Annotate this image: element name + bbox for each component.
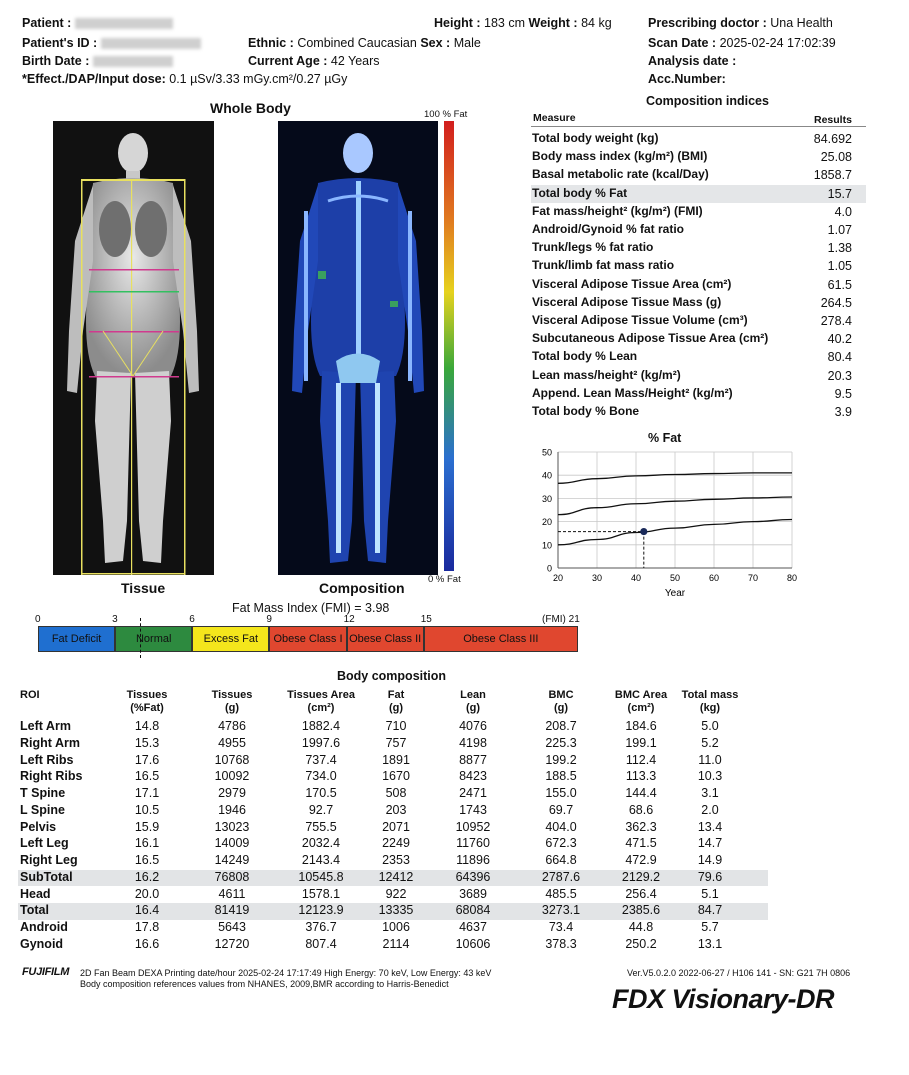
table-cell: 144.4 xyxy=(625,786,657,800)
table-cell: 2143.4 xyxy=(301,853,341,867)
composition-index-row xyxy=(531,130,866,148)
composition-index-row xyxy=(531,203,866,221)
table-header-cell xyxy=(187,689,277,715)
table-cell: 44.8 xyxy=(628,920,654,934)
table-cell: 10545.8 xyxy=(298,869,344,884)
table-row-label: Left Ribs xyxy=(20,752,74,767)
birth-date-field: Birth Date : xyxy=(22,54,173,68)
table-cell: 170.5 xyxy=(305,786,337,800)
table-cell: 471.5 xyxy=(625,836,657,851)
table-header-line-2: (cm²) xyxy=(627,702,655,714)
composition-index-row xyxy=(531,239,866,257)
table-row xyxy=(18,769,768,786)
chart-y-tick: 40 xyxy=(541,470,552,481)
table-cell: 15.3 xyxy=(134,735,160,750)
composition-index-measure: Lean mass/height² (kg/m²) xyxy=(532,367,681,382)
redacted-birth-date xyxy=(93,56,173,67)
table-cell: 14.9 xyxy=(697,853,723,867)
table-cell: 92.7 xyxy=(308,802,334,817)
patient-id-field: Patient's ID : xyxy=(22,36,201,50)
composition-index-measure: Total body % Bone xyxy=(532,404,640,418)
table-row-label: Right Ribs xyxy=(20,769,83,784)
table-row-label: Left Leg xyxy=(20,836,69,851)
table-row xyxy=(18,937,768,954)
table-cell: 13.4 xyxy=(697,819,723,834)
table-cell: 16.5 xyxy=(134,769,160,784)
table-header-line-1: Tissues xyxy=(126,689,168,701)
fmi-segment: Excess Fat xyxy=(192,626,269,652)
table-cell: 1743 xyxy=(459,802,487,817)
table-cell: 2385.6 xyxy=(621,903,661,918)
composition-index-value: 1.05 xyxy=(827,259,852,274)
table-cell: 664.8 xyxy=(545,853,577,867)
table-cell: 362.3 xyxy=(625,819,657,834)
chart-y-tick: 20 xyxy=(541,517,552,528)
composition-index-measure: Android/Gynoid % fat ratio xyxy=(532,222,684,236)
composition-index-value: 15.7 xyxy=(827,186,852,201)
table-cell: 672.3 xyxy=(545,836,577,851)
composition-index-value: 9.5 xyxy=(834,386,852,401)
table-header-line-1: ROI xyxy=(20,689,40,701)
height-weight-field: Height : 183 cm Weight : 84 kg xyxy=(434,16,612,30)
table-cell: 4786 xyxy=(218,719,246,733)
table-cell: 376.7 xyxy=(305,920,337,934)
table-cell: 807.4 xyxy=(305,936,337,951)
table-header-line-1: Tissues Area xyxy=(287,689,355,701)
composition-index-value: 40.2 xyxy=(827,332,852,347)
table-cell: 2032.4 xyxy=(301,836,341,851)
table-cell: 378.3 xyxy=(545,936,577,951)
composition-index-value: 80.4 xyxy=(827,350,852,365)
footer-line-2: Body composition references values from NHANES, 2009,BMR according to Harris-Benedict xyxy=(80,979,449,989)
chart-y-tick: 30 xyxy=(541,493,552,504)
chart-title: % Fat xyxy=(648,431,682,445)
composition-index-measure: Visceral Adipose Tissue Volume (cm³) xyxy=(532,313,748,327)
table-row xyxy=(18,736,768,753)
tissue-label: Tissue xyxy=(121,580,166,596)
chart-x-tick: 20 xyxy=(552,573,564,583)
table-header-line-2: (cm²) xyxy=(307,702,335,714)
composition-index-row xyxy=(531,367,866,385)
table-cell: 76808 xyxy=(214,869,250,884)
table-row xyxy=(18,870,768,887)
composition-index-value: 1.38 xyxy=(827,241,852,256)
composition-index-value: 61.5 xyxy=(827,277,852,292)
table-header-line-2: (%Fat) xyxy=(130,702,164,714)
fmi-title: Fat Mass Index (FMI) = 3.98 xyxy=(232,601,390,615)
table-row xyxy=(18,719,768,736)
chart-y-tick: 0 xyxy=(546,563,552,574)
composition-index-row xyxy=(531,312,866,330)
table-cell: 17.1 xyxy=(134,786,160,800)
table-cell: 3.1 xyxy=(701,786,719,800)
table-cell: 2353 xyxy=(382,853,410,867)
table-cell: 68.6 xyxy=(628,802,654,817)
ethnic-field: Ethnic : Combined Caucasian Sex : Male xyxy=(248,36,481,50)
table-cell: 4076 xyxy=(459,719,487,733)
table-cell: 79.6 xyxy=(697,869,723,884)
table-cell: 11.0 xyxy=(698,752,722,767)
table-row-label: Pelvis xyxy=(20,819,57,834)
table-cell: 15.9 xyxy=(134,819,160,834)
table-row-label: SubTotal xyxy=(20,869,73,884)
percent-fat-chart xyxy=(530,442,810,602)
fujifilm-logo: FUJIFILM xyxy=(22,966,70,978)
table-cell: 13.1 xyxy=(697,936,723,951)
composition-index-value: 20.3 xyxy=(827,368,852,383)
fmi-segment: Obese Class III xyxy=(424,626,578,652)
body-composition-title: Body composition xyxy=(337,669,447,683)
fmi-value-marker xyxy=(140,618,143,658)
table-cell: 4955 xyxy=(218,735,246,750)
fmi-tick-label: 3 xyxy=(112,614,118,625)
table-cell: 73.4 xyxy=(548,920,574,934)
table-cell: 10606 xyxy=(455,936,491,951)
composition-index-row xyxy=(531,148,866,166)
table-cell: 4198 xyxy=(459,735,487,750)
dose-field: *Effect./DAP/Input dose: 0.1 µSv/3.33 mGy.cm²/0.27 µGy xyxy=(22,72,348,86)
table-row xyxy=(18,887,768,904)
table-cell: 12720 xyxy=(214,936,250,951)
table-cell: 14249 xyxy=(214,853,250,867)
composition-index-row xyxy=(531,294,866,312)
table-cell: 922 xyxy=(385,886,407,901)
table-cell: 13023 xyxy=(214,819,250,834)
table-cell: 8877 xyxy=(459,752,487,767)
fat-color-scale xyxy=(444,121,454,571)
fmi-tick-label: 15 xyxy=(420,614,432,625)
table-cell: 208.7 xyxy=(545,719,577,733)
composition-index-row xyxy=(531,348,866,366)
chart-x-tick: 50 xyxy=(669,573,681,583)
chart-x-tick: 60 xyxy=(708,573,720,583)
table-cell: 10.5 xyxy=(134,802,160,817)
table-header-cell xyxy=(102,689,192,715)
chart-x-label: Year xyxy=(664,588,686,599)
fmi-segment: Normal xyxy=(115,626,192,652)
table-header-cell xyxy=(428,689,518,715)
doctor-field: Prescribing doctor : Una Health xyxy=(648,16,833,30)
composition-scan-figure xyxy=(278,121,438,575)
composition-index-value: 84.692 xyxy=(813,132,852,146)
composition-indices-title: Composition indices xyxy=(646,94,769,108)
table-cell: 1891 xyxy=(382,752,410,767)
table-header-line-1: BMC Area xyxy=(614,689,668,701)
table-cell: 16.6 xyxy=(134,936,160,951)
composition-index-row xyxy=(531,330,866,348)
fmi-tick-label: 9 xyxy=(266,614,272,625)
table-row xyxy=(18,903,768,920)
composition-index-row xyxy=(531,185,866,203)
table-cell: 1997.6 xyxy=(301,735,341,750)
table-row xyxy=(18,853,768,870)
table-header-line-2: (kg) xyxy=(699,702,721,714)
table-cell: 14.8 xyxy=(134,719,160,733)
composition-index-row xyxy=(531,257,866,275)
table-cell: 4611 xyxy=(218,886,246,901)
chart-patient-marker xyxy=(640,528,647,535)
redacted-patient-id xyxy=(101,38,201,49)
composition-index-measure: Basal metabolic rate (kcal/Day) xyxy=(532,167,709,182)
table-row-label: Right Arm xyxy=(20,735,80,750)
fmi-tick-label: 6 xyxy=(189,614,195,625)
indices-divider xyxy=(531,126,866,127)
table-cell: 17.6 xyxy=(134,752,160,767)
table-cell: 734.0 xyxy=(305,769,337,784)
table-row xyxy=(18,753,768,770)
table-row-label: Gynoid xyxy=(20,936,64,951)
table-cell: 1006 xyxy=(382,920,410,934)
table-cell: 14009 xyxy=(214,836,250,851)
table-row xyxy=(18,786,768,803)
composition-index-measure: Total body % Fat xyxy=(532,185,628,200)
table-row-label: Head xyxy=(20,886,51,901)
table-header-line-2: (g) xyxy=(465,702,481,714)
table-cell: 2979 xyxy=(218,786,246,800)
composition-index-value: 1858.7 xyxy=(813,168,852,183)
table-cell: 256.4 xyxy=(625,886,657,901)
table-cell: 2071 xyxy=(382,819,410,834)
composition-index-row xyxy=(531,166,866,184)
chart-x-tick: 40 xyxy=(630,573,642,583)
table-cell: 757 xyxy=(385,735,407,750)
table-cell: 2114 xyxy=(382,936,410,951)
table-cell: 14.7 xyxy=(697,836,723,851)
table-cell: 155.0 xyxy=(545,786,577,800)
fmi-segment: Fat Deficit xyxy=(38,626,115,652)
table-cell: 17.8 xyxy=(134,920,160,934)
composition-index-value: 4.0 xyxy=(834,204,852,219)
results-header: Results xyxy=(814,114,852,126)
table-row xyxy=(18,920,768,937)
fmi-tick-label: 0 xyxy=(35,614,41,625)
composition-index-row xyxy=(531,385,866,403)
table-header-line-1: Tissues xyxy=(211,689,253,701)
table-cell: 11896 xyxy=(456,853,490,867)
table-cell: 1670 xyxy=(382,769,410,784)
table-row-label: L Spine xyxy=(20,802,65,817)
chart-x-tick: 70 xyxy=(747,573,759,583)
composition-index-measure: Total body % Lean xyxy=(532,349,638,364)
table-cell: 84.7 xyxy=(697,903,723,918)
fmi-tick-label: 12 xyxy=(343,614,355,625)
table-cell: 68084 xyxy=(455,903,491,918)
table-cell: 2.0 xyxy=(701,802,719,817)
table-cell: 199.1 xyxy=(625,735,657,750)
table-cell: 12412 xyxy=(378,869,414,884)
composition-index-row xyxy=(531,276,866,294)
table-cell: 5.2 xyxy=(701,735,719,750)
table-row-label: Left Arm xyxy=(20,719,71,733)
table-cell: 3689 xyxy=(459,886,487,901)
table-row-label: T Spine xyxy=(20,786,66,800)
composition-index-measure: Visceral Adipose Tissue Mass (g) xyxy=(532,294,722,309)
scale-bottom-label: 0 % Fat xyxy=(428,574,461,585)
composition-index-value: 264.5 xyxy=(820,295,852,310)
table-cell: 188.5 xyxy=(545,769,577,784)
table-cell: 404.0 xyxy=(545,819,577,834)
table-header-cell xyxy=(20,689,40,702)
table-header-cell xyxy=(665,689,755,715)
table-cell: 710 xyxy=(385,719,407,733)
table-cell: 5.0 xyxy=(701,719,719,733)
age-field: Current Age : 42 Years xyxy=(248,54,380,68)
table-cell: 737.4 xyxy=(305,752,337,767)
chart-x-tick: 80 xyxy=(786,573,798,583)
table-header-line-2: (g) xyxy=(224,702,240,714)
composition-index-value: 278.4 xyxy=(820,314,852,328)
chart-y-tick: 50 xyxy=(541,447,552,458)
table-row xyxy=(18,820,768,837)
table-cell: 11760 xyxy=(456,836,490,851)
table-row-label: Right Leg xyxy=(20,853,78,867)
table-cell: 8423 xyxy=(459,769,487,784)
table-cell: 4637 xyxy=(459,920,487,934)
table-header-line-1: Lean xyxy=(460,689,486,701)
measure-header: Measure xyxy=(533,112,576,124)
table-cell: 2129.2 xyxy=(621,869,661,884)
table-row xyxy=(18,803,768,820)
table-cell: 112.4 xyxy=(625,752,657,767)
table-cell: 472.9 xyxy=(625,853,657,867)
table-row xyxy=(18,836,768,853)
footer-version: Ver.V5.0.2.0 2022-06-27 / H106 141 - SN: G21 7H 0806 xyxy=(627,968,851,978)
table-cell: 69.7 xyxy=(548,802,574,817)
composition-index-measure: Visceral Adipose Tissue Area (cm²) xyxy=(532,276,732,291)
whole-body-title: Whole Body xyxy=(210,100,291,116)
fmi-segment: Obese Class I xyxy=(269,626,346,652)
table-header-line-1: Total mass xyxy=(681,689,739,701)
table-cell: 10952 xyxy=(455,819,491,834)
table-cell: 10768 xyxy=(214,752,250,767)
composition-label: Composition xyxy=(319,580,405,596)
composition-index-value: 3.9 xyxy=(834,405,852,419)
table-cell: 1578.1 xyxy=(301,886,341,901)
fmi-segment: Obese Class II xyxy=(347,626,424,652)
table-cell: 250.2 xyxy=(625,936,657,951)
table-cell: 199.2 xyxy=(545,752,577,767)
chart-y-tick: 10 xyxy=(541,540,552,551)
table-header-line-1: Fat xyxy=(387,689,405,701)
table-cell: 10.3 xyxy=(697,769,723,784)
table-cell: 2471 xyxy=(459,786,487,800)
table-cell: 203 xyxy=(385,802,407,817)
table-cell: 2787.6 xyxy=(541,869,581,884)
scan-date-field: Scan Date : 2025-02-24 17:02:39 xyxy=(648,36,836,50)
table-cell: 13335 xyxy=(378,903,414,918)
tissue-scan-image xyxy=(53,121,214,575)
table-cell: 12123.9 xyxy=(298,903,344,918)
table-cell: 508 xyxy=(385,786,407,800)
scale-top-label: 100 % Fat xyxy=(424,109,468,120)
table-cell: 20.0 xyxy=(134,886,160,901)
table-header-line-1: BMC xyxy=(548,689,574,701)
table-cell: 81419 xyxy=(214,903,250,918)
fdx-visionary-logo: FDX Visionary-DR xyxy=(612,984,835,1014)
table-cell: 16.4 xyxy=(134,903,160,918)
patient-name-field: Patient : xyxy=(22,16,173,30)
composition-index-value: 25.08 xyxy=(820,150,852,165)
composition-index-measure: Append. Lean Mass/Height² (kg/m²) xyxy=(532,385,733,400)
table-cell: 5.7 xyxy=(701,920,719,934)
composition-index-row xyxy=(531,221,866,239)
table-cell: 16.1 xyxy=(134,836,160,851)
footer-line-1: 2D Fan Beam DEXA Printing date/hour 2025-02-24 17:17:49 High Energy: 70 keV, Low Energy: 43 keV xyxy=(80,968,492,978)
composition-index-measure: Trunk/legs % fat ratio xyxy=(532,240,654,255)
table-row-label: Total xyxy=(20,903,49,918)
composition-index-measure: Trunk/limb fat mass ratio xyxy=(532,258,675,273)
table-cell: 2249 xyxy=(382,836,410,851)
composition-index-measure: Fat mass/height² (kg/m²) (FMI) xyxy=(532,203,703,218)
table-cell: 225.3 xyxy=(545,735,577,750)
table-cell: 184.6 xyxy=(625,719,657,733)
table-header-cell xyxy=(516,689,606,715)
table-cell: 64396 xyxy=(455,869,491,884)
table-cell: 755.5 xyxy=(305,819,337,834)
table-cell: 16.2 xyxy=(134,869,160,884)
analysis-date-field: Analysis date : xyxy=(648,54,737,68)
table-header-line-2: (g) xyxy=(388,702,404,714)
fmi-end-label: (FMI) 21 xyxy=(542,614,580,625)
table-cell: 1882.4 xyxy=(301,719,341,733)
composition-index-measure: Subcutaneous Adipose Tissue Area (cm²) xyxy=(532,331,769,346)
chart-x-tick: 30 xyxy=(591,573,603,583)
composition-index-measure: Total body weight (kg) xyxy=(532,131,659,145)
table-cell: 5643 xyxy=(218,920,246,934)
table-cell: 5.1 xyxy=(701,886,719,901)
table-row-label: Android xyxy=(20,920,68,934)
table-cell: 10092 xyxy=(214,769,250,784)
table-cell: 3273.1 xyxy=(541,903,581,918)
composition-scan-image xyxy=(278,121,438,575)
composition-index-row xyxy=(531,403,866,421)
table-cell: 1946 xyxy=(218,802,246,817)
redacted-patient-name xyxy=(75,18,173,29)
table-cell: 485.5 xyxy=(545,886,577,901)
composition-index-measure: Body mass index (kg/m²) (BMI) xyxy=(532,149,708,164)
acc-number-field: Acc.Number: xyxy=(648,72,726,86)
composition-index-value: 1.07 xyxy=(827,223,852,237)
table-cell: 113.3 xyxy=(625,769,657,784)
table-cell: 16.5 xyxy=(134,853,160,867)
table-header-line-2: (g) xyxy=(553,702,569,714)
tissue-scan-figure xyxy=(53,121,214,575)
